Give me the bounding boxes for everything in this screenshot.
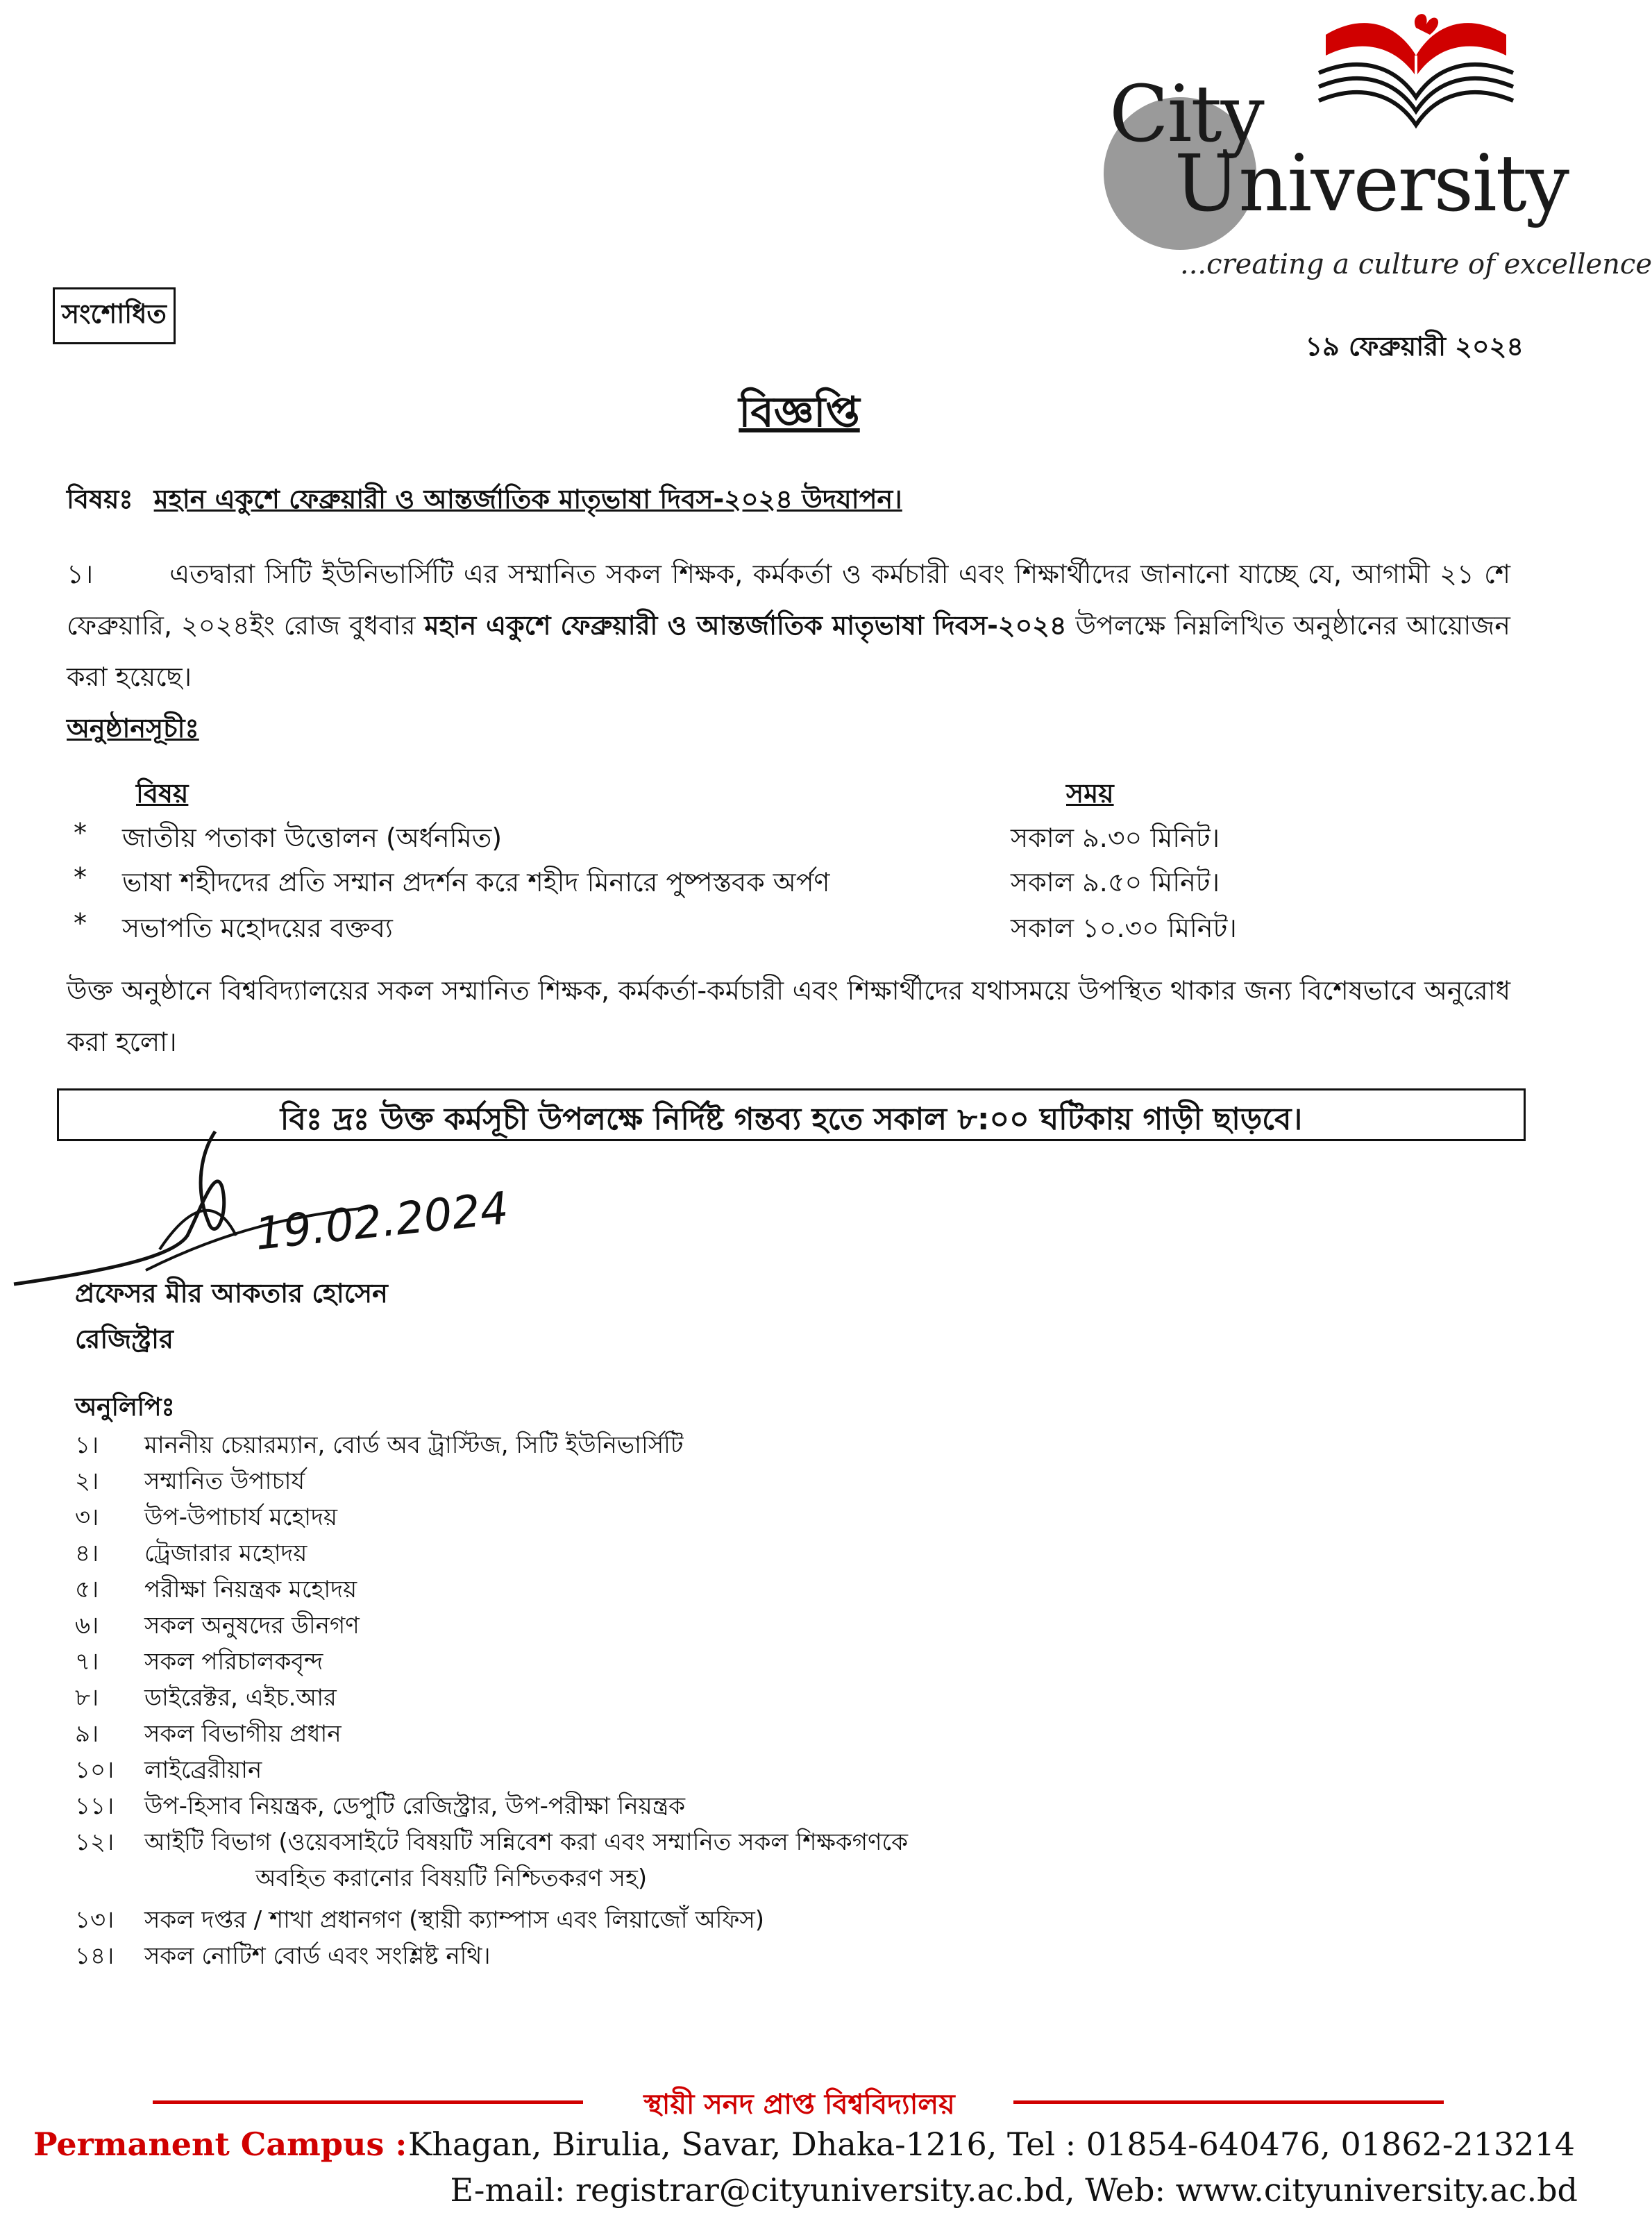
subject-value: মহান একুশে ফেব্রুয়ারী ও আন্তর্জাতিক মাতৃভাষা দিবস-২০২৪ উদযাপন। [153,484,902,514]
programme-col-time: সময় [1066,778,1114,809]
revised-badge: সংশোধিত [53,287,176,344]
programme-row: * ভাষা শহীদদের প্রতি সম্মান প্রদর্শন করে শহীদ মিনারে পুষ্পস্তবক অর্পণ সকাল ৯.৫০ মিনিট। [74,862,1220,898]
programme-row: * জাতীয় পতাকা উত্তোলন (অর্ধনমিত) সকাল ৯.৩০ মিনিট। [74,818,1220,853]
note-text: বিঃ দ্রঃ উক্ত কর্মসূচী উপলক্ষে নির্দিষ্ট গন্তব্য হতে সকাল ৮:০০ ঘটিকায় গাড়ী ছাড়বে। [280,1102,1303,1137]
paragraph-2: উক্ত অনুষ্ঠানে বিশ্ববিদ্যালয়ের সকল সম্মানিত শিক্ষক, কর্মকর্তা-কর্মচারী এবং শিক্ষার্থীদের যথাসময়ে উপস্থিত থাকার জন্য বিশেষভাবে অনুরোধ করা হলো। [67,975,1510,1057]
logo-tagline: ...creating a culture of excellence [1180,249,1652,280]
footer-campus-address: Khagan, Birulia, Savar, Dhaka-1216, Tel : 01854-640476, 01862-213214 [408,2125,1575,2163]
programme-col-subject: বিষয় [136,778,189,809]
notice-title: বিজ্ঞপ্তি [739,388,860,437]
university-logo [1104,0,1652,292]
footer-campus-label: Permanent Campus : [33,2125,407,2163]
subject-label: বিষয়ঃ [67,484,133,514]
signature-icon [7,1111,512,1291]
signature-date: 19.02.2024 [252,1183,512,1261]
footer-contact: E-mail: registrar@cityuniversity.ac.bd, Web: www.cityuniversity.ac.bd [450,2171,1578,2209]
signer-designation: রেজিস্ট্রার [75,1324,174,1354]
logo-name-line1: City [1109,69,1263,160]
programme-heading: অনুষ্ঠানসূচীঃ [67,713,199,743]
programme-row: * সভাপতি মহোদয়ের বক্তব্য সকাল ১০.৩০ মিনিট। [74,908,1237,943]
paragraph-number: ১। [67,559,94,589]
signer-name: প্রফেসর মীর আকতার হোসেন [75,1278,388,1308]
copies-heading: অনুলিপিঃ [75,1393,175,1422]
logo-name-line2: University [1174,139,1569,229]
notice-date: ১৯ ফেব্রুয়ারী ২০২৪ [1305,331,1524,362]
book-logo-icon [1312,7,1520,139]
subject-line [67,479,902,523]
paragraph-1: ১। এতদ্বারা সিটি ইউনিভার্সিটি এর সম্মানিত সকল শিক্ষক, কর্মকর্তা ও কর্মচারী এবং শিক্ষার্থীদের জানানো যাচ্ছে যে, আগামী ২১ শে ফেব্রুয়ারি, ২০২৪ইং রোজ বুধবার মহান একুশে ফেব্রুয়ারী ও আন্তর্জাতিক মাতৃভাষা দিবস-২০২৪ উপলক্ষে নিম্নলিখিত অনুষ্ঠানের আয়োজন করা হয়েছে। [67,559,1510,692]
footer-accreditation: স্থায়ী সনদ প্রাপ্ত বিশ্ববিদ্যালয় [0,2082,1599,2129]
